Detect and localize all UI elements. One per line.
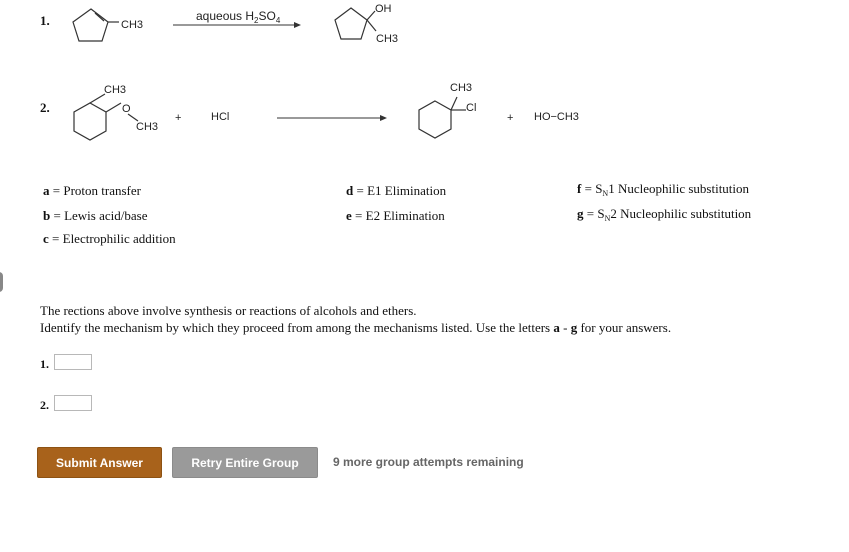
reaction-2-reactant-oxygen: O <box>122 103 131 115</box>
retry-group-button[interactable]: Retry Entire Group <box>172 447 318 478</box>
reaction-2-reactant-ch3-bottom: CH3 <box>136 121 159 133</box>
mechanism-d: d = E1 Elimination <box>346 183 447 198</box>
mechanism-c: c = Electrophilic addition <box>43 231 176 246</box>
reaction-1-number: 1. <box>40 13 50 28</box>
reaction-2-reactant-ch3-top: CH3 <box>104 84 127 96</box>
answer-2-label: 2. <box>40 398 49 412</box>
instructions-line-1: The rections above involve synthesis or reactions of alcohols and ethers. <box>40 303 417 318</box>
reaction-2-product-cl: Cl <box>466 102 477 114</box>
reaction-2-product-structure <box>419 97 466 138</box>
reaction-2-plus-1: + <box>175 112 182 124</box>
reaction-2-byproduct: HO−CH3 <box>534 111 579 123</box>
instructions-line-2: Identify the mechanism by which they proceed from among the mechanisms listed. Use the letters a - g for your answers. <box>40 320 672 335</box>
reaction-2-arrow <box>277 115 387 121</box>
mechanism-a: a = Proton transfer <box>43 183 141 198</box>
reaction-1-reactant-structure <box>73 9 119 41</box>
reaction-2-product-ch3: CH3 <box>450 82 473 94</box>
reaction-1-product-oh: OH <box>375 3 392 15</box>
reaction-1-reagent: aqueous $H_2SO_4$ <box>196 9 281 25</box>
attempts-remaining-text: 9 more group attempts remaining <box>333 455 524 469</box>
submit-answer-button[interactable]: Submit Answer <box>37 447 162 478</box>
mechanism-f: $f = S_N1$ Nucleophilic substitution <box>577 181 750 198</box>
answer-1-input[interactable] <box>54 354 92 370</box>
reaction-2-reagent-hcl: HCl <box>211 111 230 123</box>
mechanism-g: $g = S_N2$ Nucleophilic substitution <box>577 206 752 223</box>
left-edge-handle <box>0 272 3 292</box>
mechanism-e: e = E2 Elimination <box>346 208 445 223</box>
reaction-1-product-ch3: CH3 <box>376 33 399 45</box>
reaction-1-product-structure <box>335 8 376 39</box>
answer-2-input[interactable] <box>54 395 92 411</box>
answer-1-label: 1. <box>40 357 49 371</box>
mechanism-b: b = Lewis acid/base <box>43 208 148 223</box>
reaction-2-reactant-structure <box>74 94 138 140</box>
reaction-2-number: 2. <box>40 100 50 115</box>
instructions <box>40 302 671 336</box>
reaction-2-plus-2: + <box>507 112 514 124</box>
reaction-1-reactant-label: CH3 <box>121 19 144 31</box>
